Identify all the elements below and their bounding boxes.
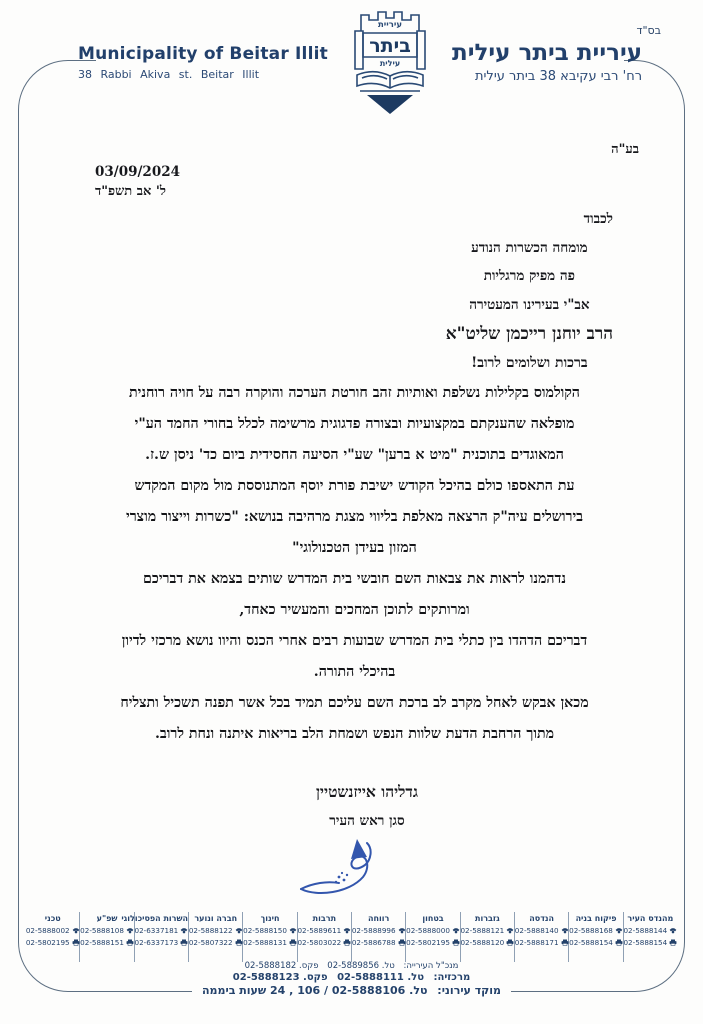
department-contact (243, 912, 297, 962)
department-phone-row (624, 926, 677, 935)
department-phone-row (298, 926, 351, 935)
department-phone-row (461, 926, 514, 935)
department-contact (406, 912, 460, 962)
department-phone-row (189, 926, 242, 935)
switchboard-fax: פקס. 02-5888123 (232, 972, 328, 983)
department-name: בטחון (422, 914, 444, 923)
phone-icon (398, 927, 406, 934)
department-name: הנדסה (529, 914, 555, 923)
letter-body (62, 378, 647, 750)
recipient-salutation: לכבוד (583, 211, 613, 227)
fax-icon (615, 939, 623, 946)
municipality-crest-icon (340, 7, 440, 117)
municipality-logo (340, 7, 440, 117)
letter-body-line: ומרותקים לתוכן המחכים והמעשיר כאחד, (239, 602, 470, 618)
phone-icon (235, 927, 243, 934)
bah-inscription: בע"ה (611, 142, 639, 157)
department-contact (121, 912, 189, 962)
department-contact (26, 912, 80, 962)
department-fax: 02-5888120 (460, 938, 505, 947)
recipient-honoree-name: הרב יוחנן רייכמן שליט"א (445, 324, 613, 344)
letter-body-line: מכאן אבקש לאחל מקרב לב ברכת השם עליכם תמיד בכל אשר תפנה תשכיל ותצליח (120, 695, 589, 711)
department-name: רווחה (368, 914, 390, 923)
department-phone: 02-5888168 (569, 926, 613, 935)
header-english-block (78, 44, 328, 81)
department-fax-row (80, 938, 133, 947)
department-fax: 02-5802195 (25, 938, 70, 947)
date-block (95, 164, 180, 199)
phone-icon (506, 927, 514, 934)
department-fax: 02-5888154 (569, 938, 613, 947)
department-phone: 02-5888108 (80, 926, 124, 935)
department-name: חינוך (260, 914, 280, 923)
footer-hotline-line (0, 984, 703, 997)
svg-text:עיריית: עיריית (377, 20, 403, 30)
signer-title: סגן ראש העיר (329, 813, 405, 829)
department-phone-row (80, 926, 133, 935)
recipient-greeting: ברכות ושלומים לרוב! (471, 355, 588, 371)
department-phone: 02-5888000 (406, 926, 450, 935)
municipality-name-en: Municipality of Beitar Illit (77, 43, 328, 64)
letter-body-line: מופלאה שהענקתם במקצועיות ובצורה פדגוגית מרשימה לכלל בחורי החמד הע"י (134, 416, 575, 432)
department-fax-row (26, 938, 79, 947)
fax-icon (506, 939, 514, 946)
department-fax: 02-5888131 (243, 938, 287, 947)
bsd-inscription: בס"ד (636, 24, 661, 37)
fax-icon (235, 939, 243, 946)
department-contact (352, 912, 406, 962)
department-contact (461, 912, 515, 962)
letter-body-line: בירושלים עיה"ק הרצאה מאלפת בליווי מצגת מרהיבה בנושא: "כשרות וייצור מוצרי (125, 509, 584, 525)
department-name: שפ"ע (96, 914, 118, 923)
recipient-line: פה מפיק מרגליות (483, 268, 575, 284)
department-fax-row (135, 938, 188, 947)
fax-icon (343, 939, 351, 946)
fax-icon (72, 939, 80, 946)
recipient-line: אב"י בעירינו המעטירה (469, 296, 590, 313)
department-fax: 02-5803022 (297, 938, 342, 947)
letterhead-header (77, 6, 643, 118)
department-name: מהנדס העיר (627, 914, 674, 923)
department-fax: 02-5802195 (406, 938, 450, 947)
letter-body-line: דבריכם הדהדו בין כתלי בית המדרש שבועות רבים אחרי הכנס והיוו נושא מרכזי לדיון (121, 633, 588, 649)
department-phone-row (569, 926, 622, 935)
department-contact (624, 912, 677, 962)
phone-icon (72, 927, 80, 934)
svg-text:עילית: עילית (379, 59, 401, 68)
fax-icon (452, 939, 460, 946)
signer-name: גדליהו אייזנשטיין (315, 782, 419, 801)
phone-icon (289, 927, 297, 934)
fax-icon (126, 939, 134, 946)
department-fax: 02-6337173 (134, 938, 179, 947)
letter-body-line: נדהמנו לראות את צבאות השם חובשי בית המדרש שותים בצמא את דבריכם (143, 571, 566, 587)
footer-ceo-line (0, 961, 703, 971)
department-fax: 02-5888151 (80, 938, 124, 947)
date-hebrew: ל' אב תשפ"ד (95, 184, 166, 199)
department-name: גזברות (475, 914, 500, 923)
department-name: תרבות (312, 914, 337, 923)
department-fax-row (406, 938, 459, 947)
department-phone-row (352, 926, 405, 935)
department-contact (80, 912, 134, 962)
department-fax-row (515, 938, 568, 947)
department-contact (298, 912, 352, 962)
recipient-line: מומחה הכשרות הנודע (471, 239, 588, 256)
department-phone: 02-5889611 (297, 926, 342, 935)
letter-body-line: המאוגדים בתוכנית "מיט א ברען" שע"י הסיעה החסידית ביום כד' ניסן ש.ז. (145, 447, 564, 463)
department-phone: 02-5888150 (243, 926, 287, 935)
department-phone-row (406, 926, 459, 935)
department-phone: 02-6337181 (134, 926, 179, 935)
department-phone: 02-5888144 (623, 926, 668, 935)
fax-icon (180, 939, 188, 946)
department-phone: 02-5888121 (460, 926, 505, 935)
recipient-block (446, 205, 613, 378)
department-phone-row (26, 926, 79, 935)
ceo-label: מנכ"ל העירייה: (403, 961, 459, 971)
phone-icon (126, 927, 134, 934)
department-fax-row (243, 938, 296, 947)
department-phone-row (515, 926, 568, 935)
phone-icon (669, 927, 677, 934)
department-fax: 02-5886788 (351, 938, 396, 947)
signature-block (262, 782, 472, 907)
department-name: פיקוח בניה (575, 914, 617, 923)
department-phone: 02-5888002 (25, 926, 70, 935)
department-phone: 02-5888996 (351, 926, 396, 935)
switchboard-phone: טל. 02-5888111 (337, 972, 424, 983)
switchboard-label: מרכזיה: (433, 972, 471, 983)
department-fax: 02-5807322 (188, 938, 233, 947)
department-fax: 02-5888171 (514, 938, 559, 947)
department-contact (569, 912, 623, 962)
department-fax: 02-5888154 (623, 938, 668, 947)
department-fax-row (352, 938, 405, 947)
department-fax-row (569, 938, 622, 947)
letter-body-line: מתוך הרחבת הדעת שלוות הנפש ושמחת הלב בריאות איתנה ונחת לרוב. (154, 726, 555, 742)
letter-body-line: עת התאספו כולם בהיכל הקודש ישיבת פורת יוסף המתנוססת מול מקום המקדש (134, 478, 575, 494)
fax-icon (289, 939, 297, 946)
department-phone: 02-5888140 (514, 926, 559, 935)
ceo-fax: פקס. 02-5888182 (244, 961, 319, 971)
department-phone: 02-5888122 (188, 926, 233, 935)
department-name: טכני (44, 914, 61, 923)
department-fax-row (624, 938, 677, 947)
municipality-address-en: 38 Rabbi Akiva st. Beitar Illit (77, 67, 260, 81)
hotline-hours: , 24 שעות ביממה (201, 984, 294, 997)
hotline-phone: טל. 02-5888106 / 106 (297, 984, 428, 997)
footer-departments-row (26, 912, 677, 962)
letter-body-line: הקולמוס בקלילות נשלפת ואותיות זהב חורטת הערכה והוקרה רבה על חויה רוחנית (129, 385, 580, 401)
department-contact (515, 912, 569, 962)
letter-body-line: בהיכלי התורה. (313, 664, 396, 680)
phone-icon (452, 927, 460, 934)
department-phone-row (135, 926, 188, 935)
department-name: השרות הפסיכולוגי (121, 914, 189, 923)
department-contact (189, 912, 243, 962)
svg-text:ביתר: ביתר (369, 35, 411, 57)
department-fax-row (189, 938, 242, 947)
department-name: חברה ונוער (194, 914, 238, 923)
department-phone-row (243, 926, 296, 935)
fax-icon (398, 939, 406, 946)
department-fax-row (461, 938, 514, 947)
department-fax-row (298, 938, 351, 947)
phone-icon (343, 927, 351, 934)
handwritten-signature-icon (287, 831, 417, 903)
ceo-phone: טל. 02-5889856 (327, 961, 395, 971)
phone-icon (180, 927, 188, 934)
phone-icon (561, 927, 569, 934)
letter-body-line: המזון בעידן הטכנולוגי" (292, 540, 417, 556)
phone-icon (615, 927, 623, 934)
fax-icon (561, 939, 569, 946)
municipality-name-he: עיריית ביתר עילית (451, 40, 643, 66)
header-hebrew-block (452, 40, 642, 84)
footer-switchboard-line (0, 972, 703, 983)
fax-icon (669, 939, 677, 946)
date-gregorian: 03/09/2024 (95, 164, 181, 180)
municipality-address-he: רח' רבי עקיבא 38 ביתר עילית (474, 69, 643, 84)
hotline-label: מוקד עירוני: (437, 984, 502, 997)
